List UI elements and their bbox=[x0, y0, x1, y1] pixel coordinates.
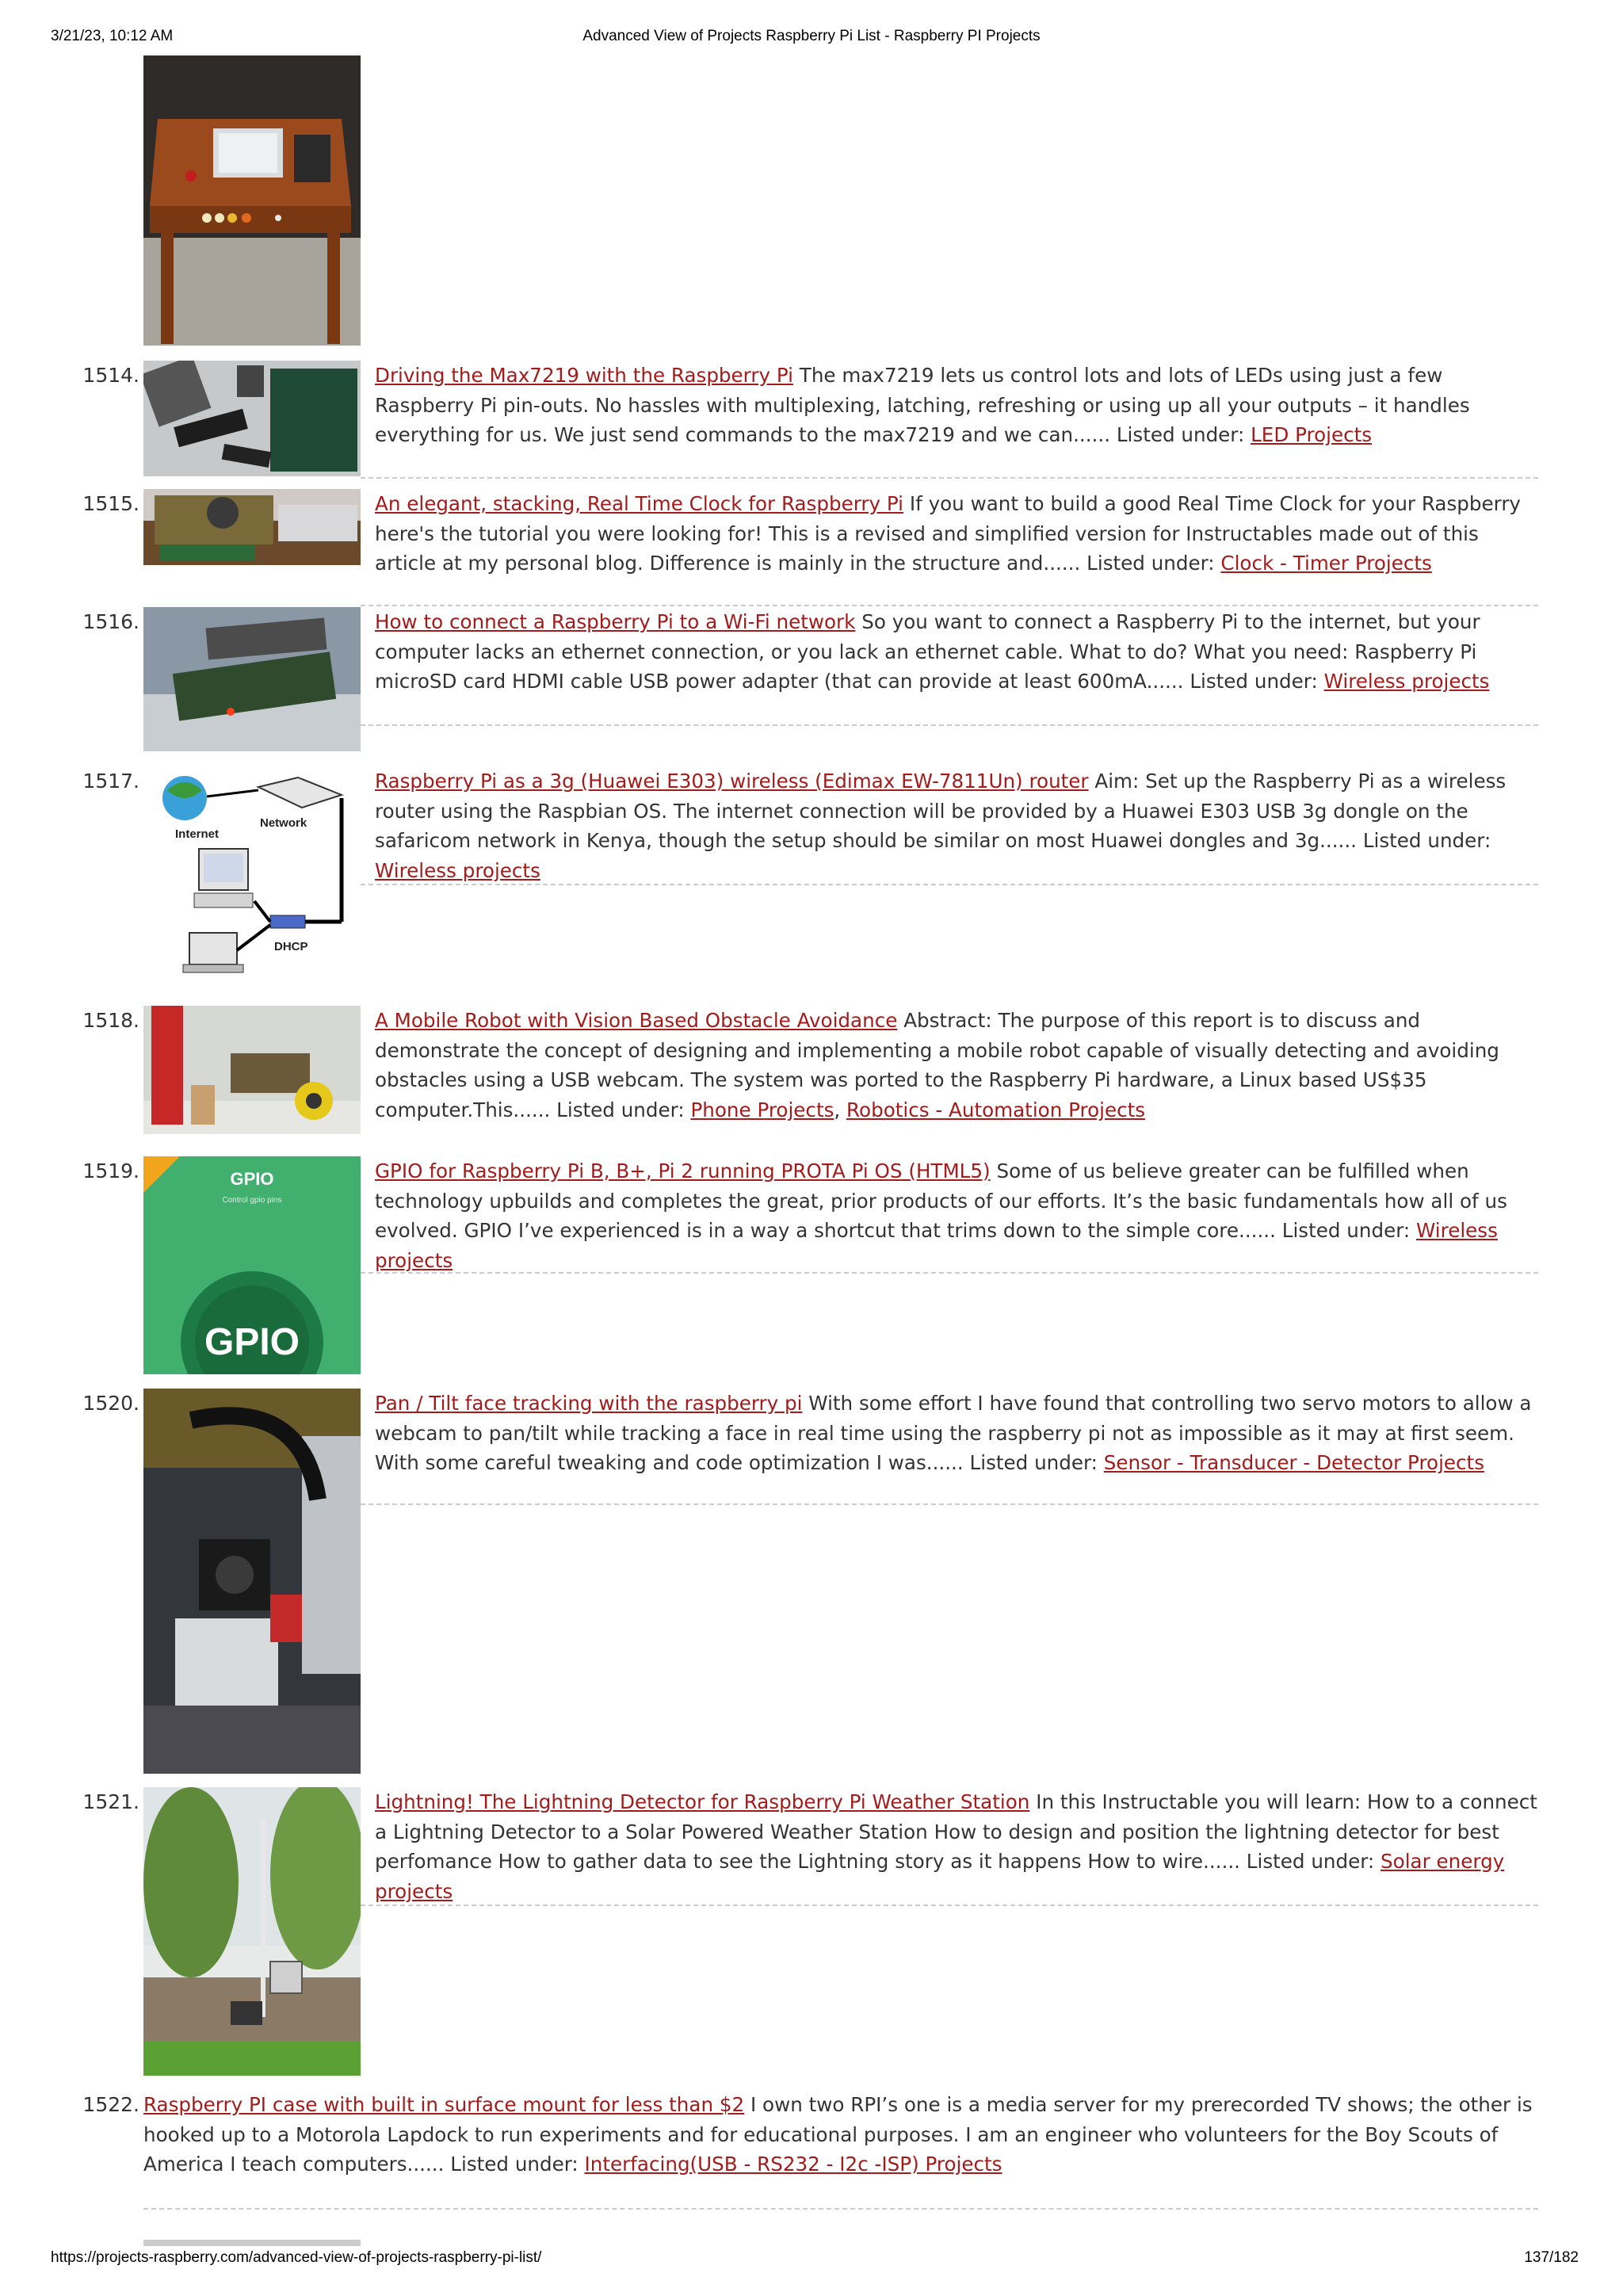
item-description: I own two RPI’s one is a media server for my prerecorded TV shows; the other is hooked up to a Motorola Lapdock to run experiments and for educational purposes. I am an engineer who volunteers for the Boy Scouts of America I teach computers...... bbox=[143, 2093, 1533, 2176]
item-text bbox=[375, 361, 1538, 450]
print-page-number: 137/182 bbox=[1524, 2249, 1579, 2266]
item-title-link[interactable]: Raspberry PI case with built in surface mount for less than $2 bbox=[143, 2093, 745, 2116]
category-link[interactable]: Phone Projects bbox=[690, 1098, 834, 1121]
item-description: Aim: Set up the Raspberry Pi as a wireless router using the Raspbian OS. The internet connection will be provided by a Huawei E303 USB 3g dongle on the safaricom network in Kenya, though the setup should be similar on most Huawei dongles and 3g...... bbox=[375, 770, 1507, 852]
separator bbox=[361, 1272, 1538, 1274]
listed-under-label: Listed under: bbox=[556, 1098, 685, 1121]
print-url: https://projects-raspberry.com/advanced-view-of-projects-raspberry-pi-list/ bbox=[51, 2249, 542, 2266]
item-text bbox=[375, 1787, 1538, 1906]
listed-under-label: Listed under: bbox=[969, 1451, 1098, 1474]
category-link[interactable]: Solar energy projects bbox=[375, 1850, 1505, 1903]
category-link[interactable]: Wireless projects bbox=[375, 858, 540, 882]
listed-under-label: Listed under: bbox=[450, 2153, 579, 2176]
separator bbox=[361, 1904, 1538, 1906]
print-page-title: Advanced View of Projects Raspberry Pi List - Raspberry PI Projects bbox=[582, 28, 1041, 44]
gpio-app-image bbox=[143, 1156, 361, 1374]
listed-under-label: Listed under: bbox=[1086, 552, 1215, 575]
item-text bbox=[375, 1389, 1538, 1478]
item-title-link[interactable]: Raspberry Pi as a 3g (Huawei E303) wireless (Edimax EW-7811Un) router bbox=[375, 770, 1089, 793]
category-link[interactable]: LED Projects bbox=[1251, 423, 1373, 446]
item-text bbox=[375, 607, 1538, 697]
item-number: 1514. bbox=[82, 364, 139, 387]
separator bbox=[361, 1503, 1538, 1505]
item-text bbox=[375, 1156, 1538, 1275]
lightning-detector-image bbox=[143, 1787, 361, 2076]
listed-under-label: Listed under: bbox=[1116, 423, 1245, 446]
diagram-dhcp-label: DHCP bbox=[274, 940, 308, 953]
item-title-link[interactable]: GPIO for Raspberry Pi B, B+, Pi 2 running PROTA Pi OS (HTML5) bbox=[375, 1159, 991, 1182]
separator bbox=[361, 884, 1538, 885]
item-description: Some of us believe greater can be fulfilled when technology upbuilds and completes the great, prior products of our efforts. It’s the basic fundamentals how all of us evolved. GPIO I’ve experienced is in a way a shortcut that trims down to the simple core...... bbox=[375, 1159, 1507, 1242]
print-footer bbox=[0, 2249, 1623, 2270]
category-link[interactable]: Clock - Timer Projects bbox=[1220, 552, 1432, 575]
item-title-link[interactable]: A Mobile Robot with Vision Based Obstacle Avoidance bbox=[375, 1009, 898, 1032]
listed-under-label: Listed under: bbox=[1362, 829, 1491, 852]
item-number: 1516. bbox=[82, 610, 139, 633]
item-text bbox=[375, 489, 1538, 579]
print-header bbox=[0, 28, 1623, 48]
item-number: 1521. bbox=[82, 1790, 139, 1813]
item-text bbox=[143, 2090, 1538, 2179]
item-title-link[interactable]: An elegant, stacking, Real Time Clock for Raspberry Pi bbox=[375, 492, 904, 515]
category-link[interactable]: Wireless projects bbox=[1323, 670, 1490, 693]
item-number: 1519. bbox=[82, 1159, 139, 1182]
item-description: With some effort I have found that controlling two servo motors to allow a webcam to pan/tilt while tracking a face in real time using the raspberry pi not as impossible as it may at first seem. With some careful tweaking and code optimization I was...... bbox=[375, 1392, 1532, 1474]
item-number: 1518. bbox=[82, 1009, 139, 1032]
item-text bbox=[375, 766, 1538, 885]
listed-under-label: Listed under: bbox=[1190, 670, 1318, 693]
mobile-robot-image bbox=[143, 1006, 361, 1134]
item-number: 1520. bbox=[82, 1392, 139, 1415]
category-link[interactable]: Wireless projects bbox=[375, 1219, 1498, 1272]
pan-tilt-image bbox=[143, 1389, 361, 1774]
diagram-internet-label: Internet bbox=[175, 827, 220, 841]
category-link[interactable]: Interfacing(USB - RS232 - I2c -ISP) Projects bbox=[584, 2153, 1002, 2176]
item-title-link[interactable]: Lightning! The Lightning Detector for Raspberry Pi Weather Station bbox=[375, 1790, 1030, 1813]
separator bbox=[361, 724, 1538, 726]
item-number: 1517. bbox=[82, 770, 139, 793]
arcade-table-image bbox=[143, 55, 361, 346]
diagram-network-label: Network bbox=[260, 816, 307, 830]
router-diagram-image bbox=[143, 766, 361, 987]
item-description: In this Instructable you will learn: How to a connect a Lightning Detector to a Solar Powered Weather Station How to design and position the lightning detector for best perfomance How to gather data to see the Lightning story as it happens How to wire...... bbox=[375, 1790, 1537, 1873]
print-datetime: 3/21/23, 10:12 AM bbox=[51, 28, 174, 44]
item-description: If you want to build a good Real Time Clock for your Raspberry here's the tutorial you were looking for! This is a revised and simplified version for Instructables made out of this article at my personal blog. Difference is mainly in the structure and...... bbox=[375, 492, 1521, 575]
item-number: 1515. bbox=[82, 492, 139, 515]
wifi-image bbox=[143, 607, 361, 751]
item-description: Abstract: The purpose of this report is to discuss and demonstrate the concept of designing and implementing a mobile robot capable of visually detecting and avoiding obstacles using a USB webcam. The system was ported to the Raspberry Pi hardware, a Linux based US$35 computer.This...... bbox=[375, 1009, 1499, 1121]
item-number: 1522. bbox=[82, 2093, 139, 2116]
separator bbox=[361, 477, 1538, 479]
listed-under-label: Listed under: bbox=[1246, 1850, 1375, 1873]
gpio-title: GPIO bbox=[230, 1169, 274, 1189]
item-description: So you want to connect a Raspberry Pi to the internet, but your computer lacks an ethernet connection, or you lack an ethernet cable. What to do? What you need: Raspberry Pi microSD card HDMI cable USB power adapter (that can provide at least 600mA...... bbox=[375, 610, 1480, 693]
category-link[interactable]: Sensor - Transducer - Detector Projects bbox=[1103, 1451, 1485, 1474]
item-title-link[interactable]: Pan / Tilt face tracking with the raspberry pi bbox=[375, 1392, 803, 1415]
item-text: A Mobile Robot with Vision Based Obstacle Avoidance Abstract: The purpose of this report is to discuss and demonstrate the concept of designing and implementing a mobile robot capable of visually detecting and avoiding obstacles using a USB webcam. The system was ported to the Raspberry Pi hardware, a Linux based US$35 computer.This...... Listed under: Phone Projects, Robotics - Automation Projects bbox=[375, 1009, 1499, 1121]
separator bbox=[361, 605, 1538, 606]
gpio-subtitle: Control gpio pins bbox=[222, 1196, 282, 1205]
item-title-link[interactable]: How to connect a Raspberry Pi to a Wi-Fi network bbox=[375, 610, 856, 633]
item-description: The max7219 lets us control lots and lots of LEDs using just a few Raspberry Pi pin-outs. No hassles with multiplexing, latching, refreshing or using up all your outputs – it handles everything for us. We just send commands to the max7219 and we can...... bbox=[375, 364, 1470, 446]
separator bbox=[143, 2208, 1538, 2210]
rtc-image bbox=[143, 489, 361, 565]
gpio-badge: GPIO bbox=[204, 1321, 300, 1363]
listed-under-label: Listed under: bbox=[1281, 1219, 1411, 1242]
max7219-image bbox=[143, 361, 361, 476]
next-item-image-edge bbox=[143, 2240, 361, 2246]
item-title-link[interactable]: Driving the Max7219 with the Raspberry Pi bbox=[375, 364, 793, 387]
category-link[interactable]: Robotics - Automation Projects bbox=[846, 1098, 1146, 1121]
